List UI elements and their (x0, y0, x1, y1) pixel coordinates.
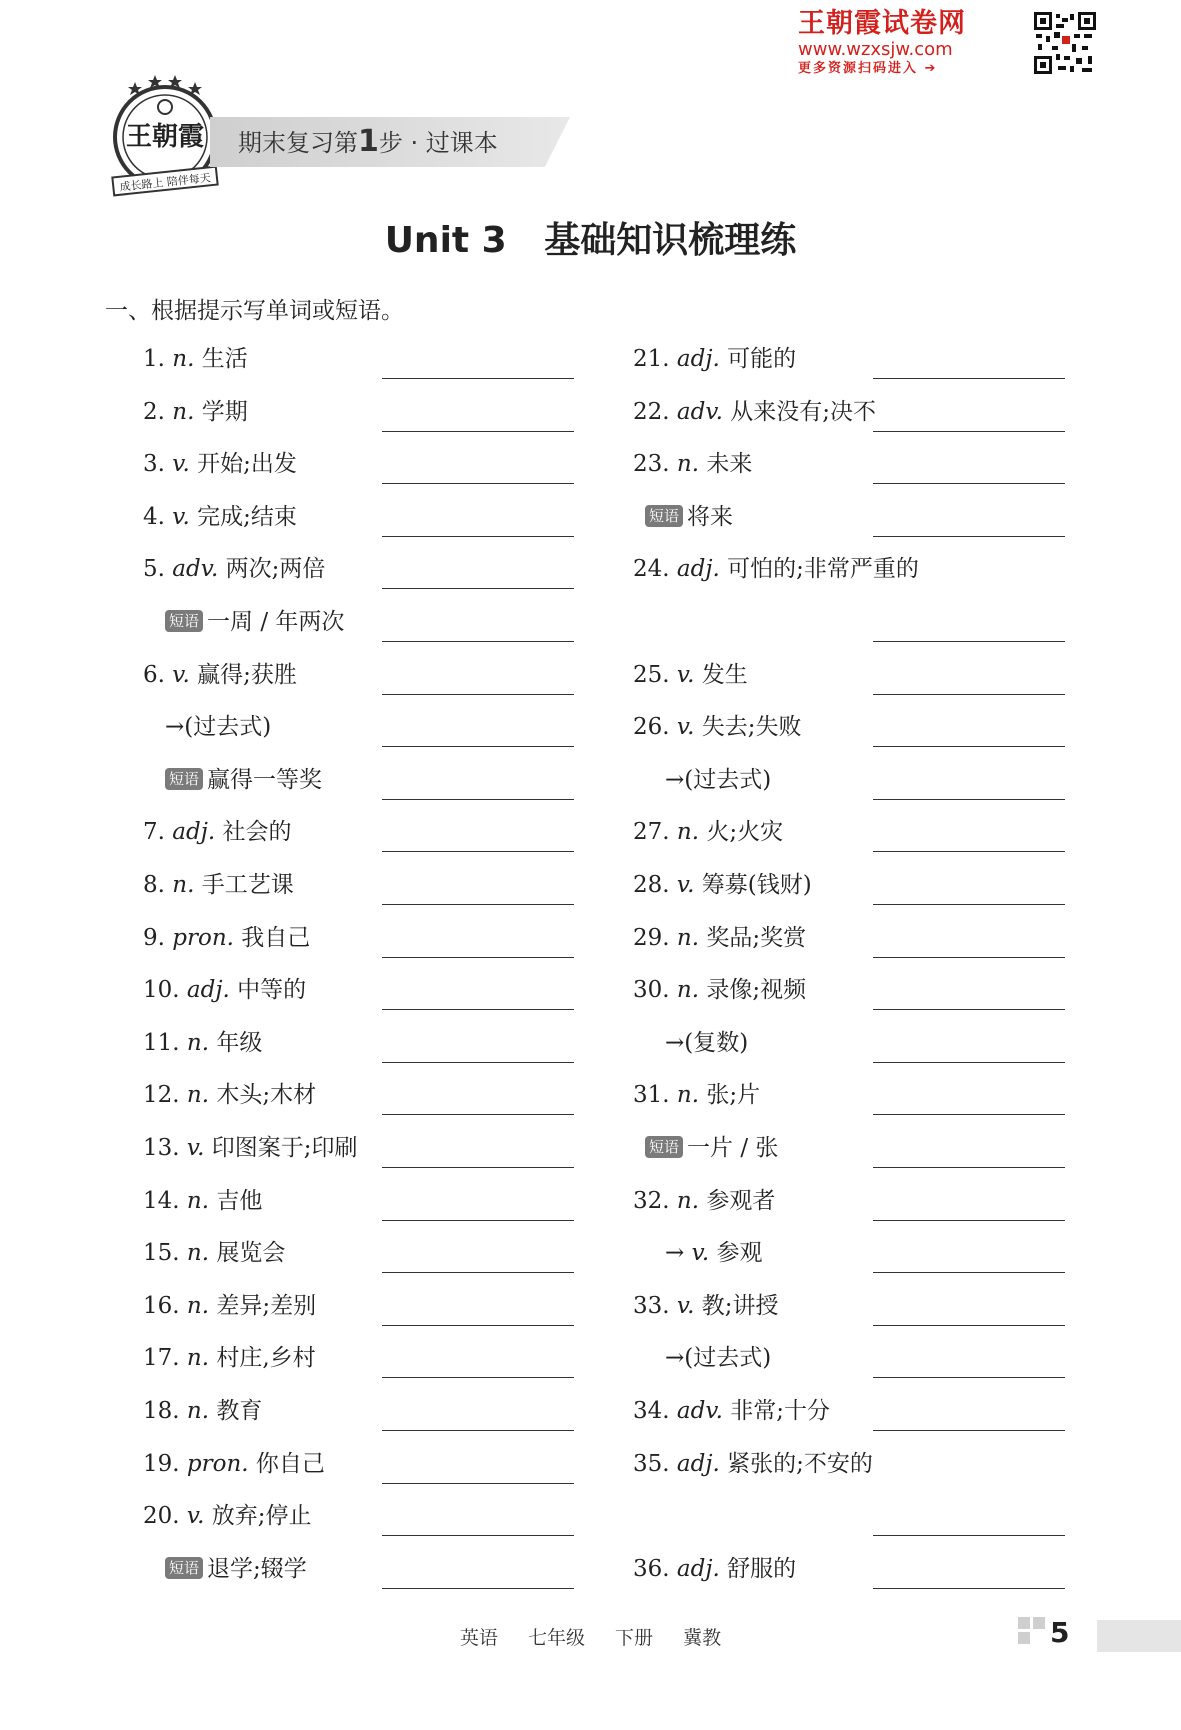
list-item (0, 1232, 1181, 1272)
list-item (0, 917, 1181, 957)
page-square (1018, 1632, 1030, 1644)
part-of-speech: n. (676, 451, 707, 478)
item-text: 我自己 (241, 924, 311, 951)
item-text: 从来没有;决不 (730, 398, 876, 425)
item-prompt (633, 344, 796, 374)
part-of-speech: adj. (676, 1555, 728, 1582)
item-text: 中等的 (237, 977, 307, 1004)
brand-url[interactable]: www.wzxsjw.com (798, 39, 953, 60)
answer-blank[interactable] (382, 641, 574, 642)
banner-stripes (540, 117, 580, 167)
item-text: 生活 (201, 346, 248, 372)
item-text: 差异;差别 (216, 1292, 317, 1319)
item-number: 1. (143, 346, 173, 372)
answer-blank[interactable] (382, 1167, 574, 1168)
item-text: 两次;两倍 (225, 556, 326, 583)
item-text: 年级 (216, 1029, 263, 1056)
answer-blank[interactable] (382, 1430, 574, 1431)
item-number: 3. (143, 451, 173, 478)
list-item (0, 601, 1181, 641)
answer-blank[interactable] (873, 641, 1065, 642)
answer-blank[interactable] (873, 1430, 1065, 1431)
list-item (0, 1443, 1181, 1483)
list-item (0, 391, 1181, 431)
page-number: 5 (1050, 1616, 1070, 1649)
item-number: 26. (633, 714, 677, 741)
answer-blank[interactable] (382, 904, 574, 905)
item-number: 16. (143, 1292, 187, 1319)
item-text: 吉他 (216, 1187, 263, 1214)
answer-blank[interactable] (382, 1535, 574, 1536)
part-of-speech: adj. (676, 1450, 728, 1477)
phrase-tag: 短语 (165, 1557, 203, 1579)
item-number: 15. (143, 1240, 187, 1267)
banner-suffix: 步 · 过课本 (378, 129, 498, 157)
item-prompt (633, 1396, 830, 1426)
item-number: 5. (143, 556, 173, 583)
item-number: 35. (633, 1450, 677, 1477)
part-of-speech: pron. (172, 924, 242, 951)
answer-blank[interactable] (382, 1588, 574, 1589)
item-text: 手工艺课 (201, 872, 294, 898)
item-text: 教;讲授 (701, 1292, 779, 1319)
item-number: 24. (633, 556, 677, 583)
answer-blank[interactable] (873, 746, 1065, 747)
answer-blank[interactable] (873, 1167, 1065, 1168)
item-number: 9. (143, 924, 173, 951)
item-number: 21. (633, 346, 677, 372)
item-text: 退学;辍学 (207, 1555, 307, 1582)
answer-blank[interactable] (873, 378, 1065, 379)
item-text: 火;火灾 (706, 819, 784, 846)
part-of-speech: n. (676, 924, 707, 951)
answer-blank[interactable] (382, 851, 574, 852)
part-of-speech: v. (186, 1135, 212, 1161)
list-item (0, 496, 1181, 536)
answer-blank[interactable] (873, 1062, 1065, 1063)
banner-prefix: 期末复习第 (238, 129, 358, 157)
footer (0, 1623, 1181, 1650)
item-number: 30. (633, 977, 677, 1004)
item-text: 赢得;获胜 (197, 661, 297, 688)
list-item (0, 338, 1181, 378)
answer-blank[interactable] (382, 431, 574, 432)
item-text: 教育 (216, 1398, 263, 1424)
page-bar (1097, 1620, 1181, 1652)
arrow-icon: → (665, 1240, 692, 1267)
banner-text (238, 124, 498, 161)
list-item (0, 654, 1181, 694)
item-number: 10. (143, 977, 187, 1004)
part-of-speech: n. (676, 1187, 707, 1214)
item-prompt (633, 1080, 760, 1110)
part-of-speech: n. (186, 1187, 217, 1214)
answer-blank[interactable] (873, 1588, 1065, 1589)
list-item (0, 1337, 1181, 1377)
list-item (0, 1180, 1181, 1220)
answer-blank[interactable] (873, 1325, 1065, 1326)
item-number: 2. (143, 398, 173, 425)
item-number: 19. (143, 1450, 187, 1477)
part-of-speech: v. (186, 1503, 212, 1530)
answer-blank[interactable] (873, 1377, 1065, 1378)
footer-grade: 七年级 (527, 1627, 585, 1649)
phrase-tag: 短语 (645, 1136, 683, 1158)
item-text: 印图案于;印刷 (211, 1135, 358, 1161)
item-prompt (665, 765, 771, 795)
item-text: 木头;木材 (216, 1082, 317, 1109)
list-item (0, 969, 1181, 1009)
item-prompt (633, 1186, 775, 1216)
item-number: 8. (143, 872, 173, 898)
list-item (0, 1074, 1181, 1114)
item-number: 17. (143, 1345, 187, 1372)
part-of-speech: n. (172, 872, 202, 898)
item-text: 发生 (701, 661, 748, 688)
badge-logo-text: 王朝霞 (125, 122, 205, 152)
part-of-speech: v. (691, 1240, 717, 1267)
part-of-speech: n. (186, 1240, 217, 1267)
item-text: 完成;结束 (197, 503, 297, 530)
footer-edition: 冀教 (683, 1627, 722, 1649)
list-item (0, 1127, 1181, 1167)
answer-blank[interactable] (873, 957, 1065, 958)
item-prompt (633, 923, 806, 953)
qr-code-icon[interactable] (1034, 12, 1096, 74)
item-number: 11. (143, 1029, 187, 1056)
answer-blank[interactable] (382, 1062, 574, 1063)
answer-blank[interactable] (382, 1377, 574, 1378)
answer-blank[interactable] (382, 1272, 574, 1273)
item-number: 28. (633, 872, 677, 898)
part-of-speech: n. (186, 1345, 217, 1372)
item-prompt (665, 1238, 762, 1268)
item-prompt (633, 712, 802, 742)
item-text: 开始;出发 (197, 451, 297, 478)
banner-step: 1 (358, 124, 379, 159)
part-of-speech: n. (186, 1398, 217, 1424)
page-square (1033, 1617, 1045, 1629)
item-prompt (633, 870, 812, 900)
item-text: 放弃;停止 (211, 1503, 312, 1530)
item-prompt (633, 397, 876, 427)
answer-blank[interactable] (382, 536, 574, 537)
item-text: →(过去式) (165, 714, 272, 741)
brand-name: 王朝霞试卷网 (798, 8, 966, 39)
item-prompt (633, 449, 752, 479)
answer-blank[interactable] (873, 431, 1065, 432)
item-text: 你自己 (255, 1450, 325, 1477)
section-heading: 一、根据提示写单词或短语。 (105, 298, 404, 324)
part-of-speech: v. (172, 503, 198, 530)
item-number: 18. (143, 1398, 187, 1424)
item-number: 6. (143, 661, 173, 688)
item-number: 12. (143, 1082, 187, 1109)
part-of-speech: v. (676, 1292, 702, 1319)
part-of-speech: n. (676, 977, 707, 1004)
item-text: 一片 / 张 (687, 1135, 779, 1161)
item-text: 紧张的;不安的 (727, 1450, 873, 1477)
list-item (0, 1390, 1181, 1430)
phrase-tag: 短语 (165, 610, 203, 632)
page-square (1018, 1617, 1030, 1629)
part-of-speech: n. (186, 1029, 217, 1056)
item-number: 31. (633, 1082, 677, 1109)
answer-blank[interactable] (873, 851, 1065, 852)
wangzhaoxia-badge-icon (105, 72, 225, 202)
list-item (0, 706, 1181, 746)
part-of-speech: n. (172, 398, 202, 425)
item-number: 7. (143, 819, 173, 846)
brand-block[interactable] (798, 8, 966, 78)
answer-blank[interactable] (873, 1535, 1065, 1536)
answer-blank[interactable] (382, 378, 574, 379)
item-prompt (633, 975, 806, 1005)
item-number: 25. (633, 661, 677, 688)
list-item (0, 759, 1181, 799)
item-text: 非常;十分 (730, 1398, 830, 1424)
part-of-speech: v. (676, 714, 702, 741)
page-title: Unit 3 基础知识梳理练 (384, 220, 797, 261)
item-prompt (645, 1133, 778, 1163)
part-of-speech: v. (676, 872, 702, 898)
item-text: 筹募(钱财) (701, 872, 812, 898)
item-text: 社会的 (222, 819, 292, 846)
answer-blank[interactable] (873, 1272, 1065, 1273)
part-of-speech: v. (676, 661, 702, 688)
item-text: 可能的 (727, 346, 797, 372)
item-text: 赢得一等奖 (207, 766, 323, 793)
answer-blank[interactable] (873, 1114, 1065, 1115)
part-of-speech: v. (172, 451, 198, 478)
item-number: 34. (633, 1398, 677, 1424)
answer-blank[interactable] (382, 746, 574, 747)
item-text: →(过去式) (665, 766, 772, 793)
part-of-speech: pron. (186, 1450, 256, 1477)
item-number: 23. (633, 451, 677, 478)
part-of-speech: adv. (676, 1398, 731, 1424)
part-of-speech: adv. (172, 556, 226, 583)
answer-blank[interactable] (382, 1220, 574, 1221)
item-text: 学期 (201, 398, 248, 425)
answer-blank[interactable] (873, 1220, 1065, 1221)
item-text: 一周 / 年两次 (207, 609, 345, 635)
brand-tagline: 更多资源扫码进入 ➔ (798, 61, 938, 76)
answer-blank[interactable] (382, 588, 574, 589)
answer-blank[interactable] (873, 694, 1065, 695)
item-prompt (633, 1449, 873, 1479)
item-text: 奖品;奖赏 (706, 924, 807, 951)
badge-ribbon-text: 成长路上 陪伴每天 (118, 171, 212, 194)
part-of-speech: adj. (172, 819, 223, 846)
item-prompt (665, 1028, 748, 1058)
item-number: 22. (633, 398, 677, 425)
answer-blank[interactable] (382, 694, 574, 695)
item-prompt (633, 817, 783, 847)
part-of-speech: n. (172, 346, 202, 372)
item-prompt (645, 502, 733, 532)
item-text: 村庄,乡村 (216, 1345, 316, 1372)
part-of-speech: v. (172, 661, 198, 688)
answer-blank[interactable] (382, 957, 574, 958)
item-number: 33. (633, 1292, 677, 1319)
answer-blank[interactable] (873, 536, 1065, 537)
footer-volume: 下册 (615, 1627, 654, 1649)
item-text: →(过去式) (665, 1345, 772, 1372)
part-of-speech: adj. (676, 346, 728, 372)
part-of-speech: adj. (676, 556, 728, 583)
phrase-tag: 短语 (645, 505, 683, 527)
item-text: 参观者 (706, 1187, 776, 1214)
answer-blank[interactable] (382, 1114, 574, 1115)
answer-blank[interactable] (382, 483, 574, 484)
item-prompt (633, 1554, 796, 1584)
list-item (0, 811, 1181, 851)
answer-blank[interactable] (873, 1009, 1065, 1010)
part-of-speech: adv. (676, 398, 731, 425)
item-text: 失去;失败 (701, 714, 802, 741)
phrase-tag: 短语 (165, 768, 203, 790)
list-item (0, 443, 1181, 483)
item-number: 32. (633, 1187, 677, 1214)
list-item (0, 1285, 1181, 1325)
list-item (0, 548, 1181, 588)
list-item (0, 1022, 1181, 1062)
item-number: 20. (143, 1503, 187, 1530)
item-text: →(复数) (665, 1029, 749, 1056)
item-number: 14. (143, 1187, 187, 1214)
part-of-speech: n. (676, 1082, 707, 1109)
answer-blank[interactable] (873, 799, 1065, 800)
item-number: 36. (633, 1555, 677, 1582)
item-prompt (633, 554, 919, 584)
item-text: 可怕的;非常严重的 (727, 556, 919, 583)
answer-blank[interactable] (873, 904, 1065, 905)
item-prompt (633, 660, 748, 690)
part-of-speech: n. (186, 1082, 217, 1109)
list-item (0, 1495, 1181, 1535)
part-of-speech: n. (676, 819, 707, 846)
part-of-speech: n. (186, 1292, 217, 1319)
item-text: 参观 (716, 1240, 763, 1267)
list-item (0, 1548, 1181, 1588)
answer-blank[interactable] (382, 1325, 574, 1326)
item-prompt (665, 1343, 771, 1373)
answer-blank[interactable] (382, 799, 574, 800)
answer-blank[interactable] (382, 1483, 574, 1484)
item-number: 13. (143, 1135, 187, 1161)
item-text: 展览会 (216, 1240, 286, 1267)
item-number: 27. (633, 819, 677, 846)
answer-blank[interactable] (382, 1009, 574, 1010)
item-text: 将来 (687, 503, 734, 530)
answer-blank[interactable] (873, 483, 1065, 484)
item-number: 29. (633, 924, 677, 951)
item-prompt (633, 1291, 779, 1321)
item-number: 4. (143, 503, 173, 530)
part-of-speech: adj. (186, 977, 238, 1004)
item-text: 录像;视频 (706, 977, 807, 1004)
list-item (0, 864, 1181, 904)
footer-subject: 英语 (459, 1627, 498, 1649)
item-text: 舒服的 (727, 1555, 797, 1582)
item-text: 张;片 (706, 1082, 761, 1109)
item-text: 未来 (706, 451, 753, 478)
